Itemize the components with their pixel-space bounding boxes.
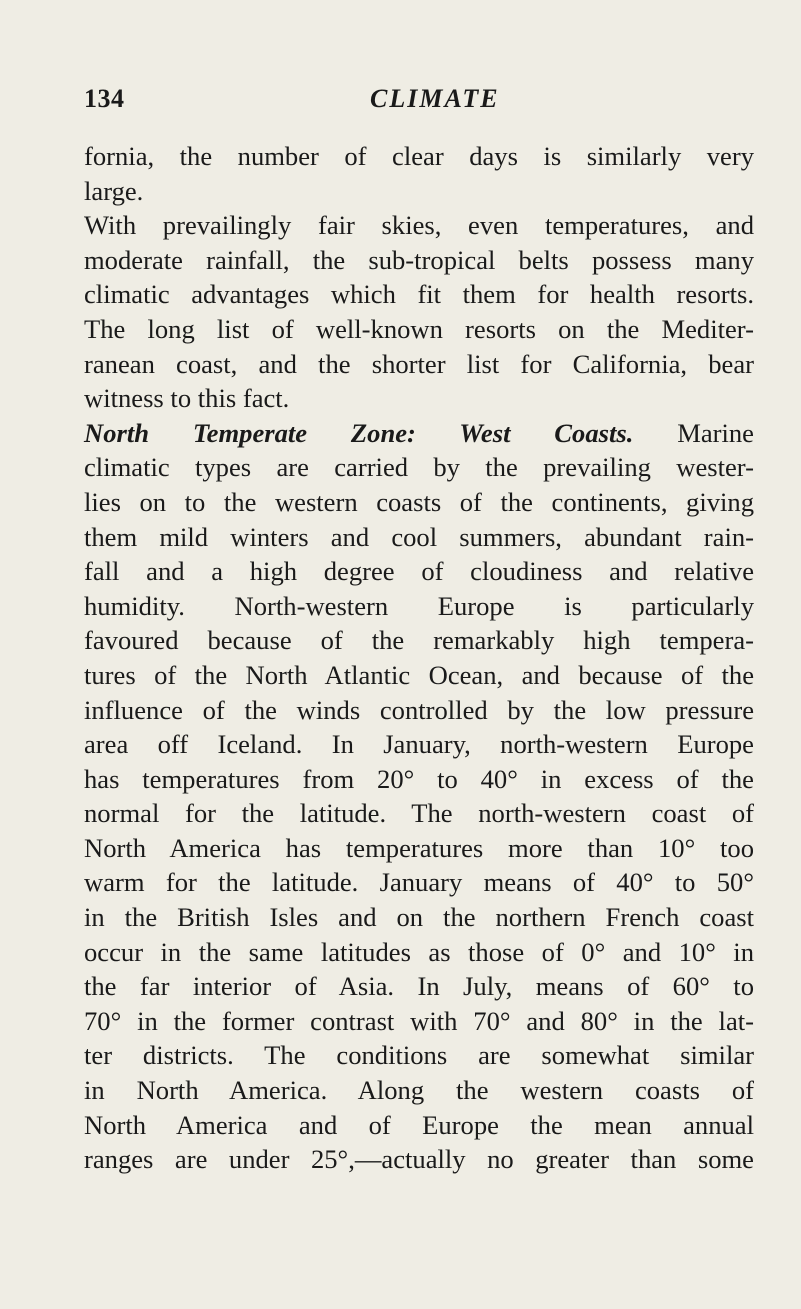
text-line: climatic advantages which fit them for health resorts. — [84, 279, 754, 310]
text-line: ter districts. The conditions are somewhat similar — [84, 1040, 754, 1071]
text-line: has temperatures from 20° to 40° in excess of the — [84, 763, 754, 794]
text-line: area off Iceland. In January, north-western Europe — [84, 729, 754, 760]
text-fragment: Marine — [677, 417, 754, 448]
text-line: witness to this fact. — [84, 383, 290, 414]
text-line: North America has temperatures more than 10° too — [84, 832, 754, 863]
text-line: the far interior of Asia. In July, means of 60° to — [84, 971, 754, 1002]
text-line: North America and of Europe the mean annual — [84, 1109, 754, 1140]
text-line: lies on to the western coasts of the continents, giving — [84, 486, 754, 517]
text-line: 70° in the former contrast with 70° and 80° in the lat- — [84, 1005, 754, 1036]
text-line: climatic types are carried by the prevailing wester- — [84, 452, 754, 483]
text-line: favoured because of the remarkably high tempera- — [84, 625, 754, 656]
text-line: humidity. North-western Europe is particularly — [84, 590, 754, 621]
running-head — [84, 84, 749, 124]
text-line: fall and a high degree of cloudiness and relative — [84, 556, 754, 587]
text-line: occur in the same latitudes as those of 0° and 10° in — [84, 936, 754, 967]
text-line: in the British Isles and on the northern French coast — [84, 902, 754, 933]
text-line: warm for the latitude. January means of 40° to 50° — [84, 867, 754, 898]
text-line: ranean coast, and the shorter list for California, bear — [84, 348, 754, 379]
text-line-with-heading — [84, 416, 754, 451]
section-heading: North Temperate Zone: West Coasts. — [84, 417, 634, 448]
running-title: CLIMATE — [370, 84, 500, 113]
text-line: influence of the winds controlled by the low pressure — [84, 694, 754, 725]
text-line: large. — [84, 175, 144, 206]
page-number: 134 — [84, 84, 125, 113]
text-line: in North America. Along the western coasts of — [84, 1075, 754, 1106]
text-line: ranges are under 25°,—actually no greater than some — [84, 1144, 754, 1175]
text-line: fornia, the number of clear days is similarly very — [84, 141, 754, 171]
text-line: With prevailingly fair skies, even temperatures, and — [84, 210, 754, 241]
text-line: The long list of well-known resorts on the Mediter- — [84, 313, 754, 344]
text-line: moderate rainfall, the sub-tropical belts possess many — [84, 244, 754, 275]
text-line: them mild winters and cool summers, abundant rain- — [84, 521, 754, 552]
body-text — [84, 139, 754, 1177]
text-line: tures of the North Atlantic Ocean, and because of the — [84, 659, 754, 690]
text-line: normal for the latitude. The north-western coast of — [84, 798, 754, 829]
